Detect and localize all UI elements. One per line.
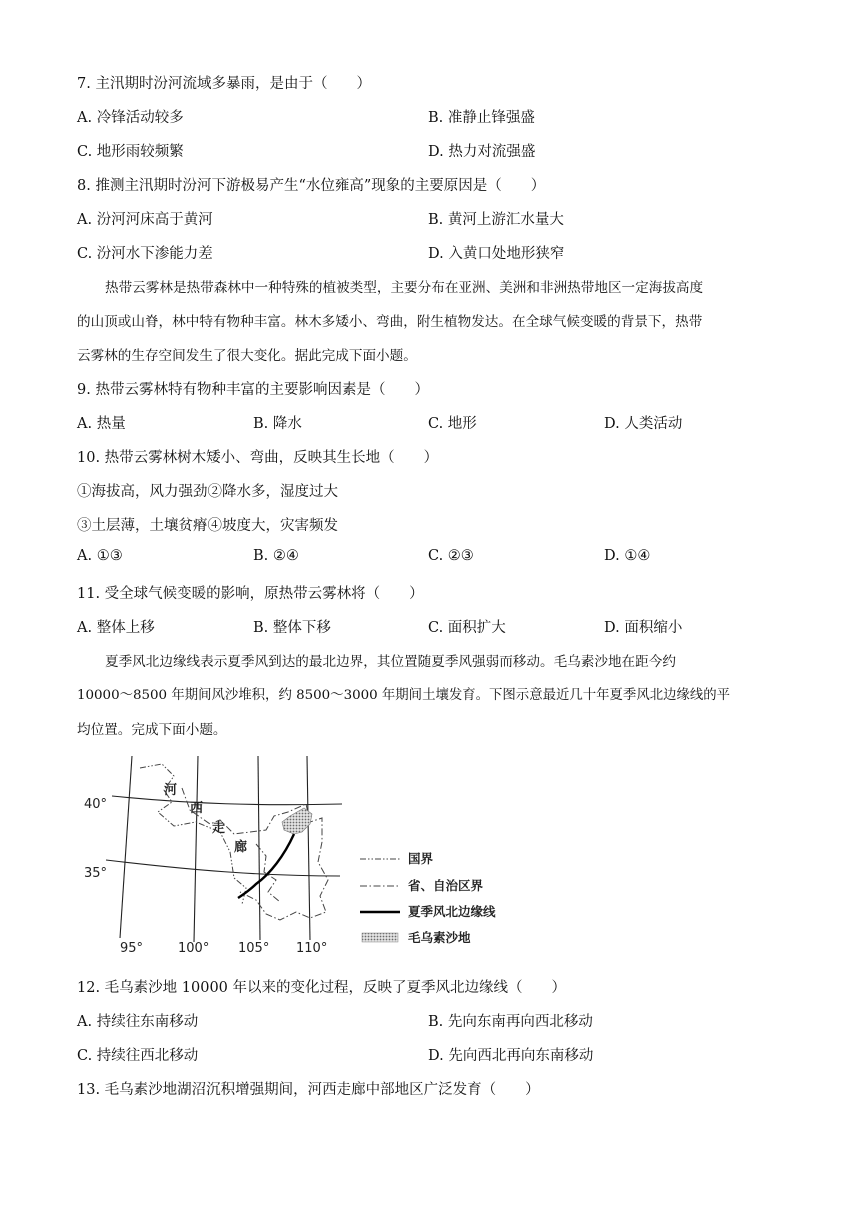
q8-option-a[interactable]: A. 汾河河床高于黄河 (77, 212, 213, 228)
q9-option-a[interactable]: A. 热量 (77, 416, 126, 432)
q12-option-a[interactable]: A. 持续往东南移动 (77, 1014, 199, 1030)
q10-statement-2: ③土层薄，土壤贫瘠④坡度大，灾害频发 (77, 518, 338, 534)
lat-label-40: 40° (84, 797, 108, 812)
q8-option-d[interactable]: D. 入黄口处地形狭窄 (428, 246, 565, 262)
q8-option-b[interactable]: B. 黄河上游汇水量大 (428, 212, 564, 228)
q12-option-c[interactable]: C. 持续往西北移动 (77, 1048, 199, 1064)
longitude-lines (120, 756, 310, 942)
q7-option-d[interactable]: D. 热力对流强盛 (428, 144, 536, 160)
q9-option-d[interactable]: D. 人类活动 (604, 416, 683, 432)
place-char-lang: 廊 (234, 840, 248, 855)
mu-us-sandy-land (282, 808, 312, 834)
legend-monsoon-line-label: 夏季风北边缘线 (408, 904, 496, 919)
q10-statement-1: ①海拔高，风力强劲②降水多，湿度过大 (77, 484, 338, 500)
q9-stem: 9. 热带云雾林特有物种丰富的主要影响因素是（ ） (77, 382, 429, 398)
q7-option-a[interactable]: A. 冷锋活动较多 (77, 110, 184, 126)
summer-monsoon-map (70, 752, 530, 957)
q7-option-c[interactable]: C. 地形雨较频繁 (77, 144, 184, 160)
legend-provincial-border-label: 省、自治区界 (408, 878, 484, 893)
q11-option-a[interactable]: A. 整体上移 (77, 620, 155, 636)
q10-option-c[interactable]: C. ②③ (428, 548, 474, 564)
q12-option-d[interactable]: D. 先向西北再向东南移动 (428, 1048, 594, 1064)
place-char-he: 河 (164, 783, 178, 798)
q13-stem: 13. 毛乌素沙地湖沼沉积增强期间，河西走廊中部地区广泛发育（ ） (77, 1082, 540, 1098)
passage2-line2: 10000～8500 年期间风沙堆积，约 8500～3000 年期间土壤发育。下图示意最近几十年夏季风北边缘线的平 (77, 688, 731, 703)
q11-stem: 11. 受全球气候变暖的影响，原热带云雾林将（ ） (77, 586, 424, 602)
q9-option-b[interactable]: B. 降水 (253, 416, 302, 432)
q7-stem: 7. 主汛期时汾河流域多暴雨，是由于（ ） (77, 76, 371, 92)
lon-label-105: 105° (238, 941, 270, 956)
q11-option-c[interactable]: C. 面积扩大 (428, 620, 506, 636)
lon-label-100: 100° (178, 941, 210, 956)
legend-national-border-label: 国界 (408, 851, 434, 866)
q8-option-c[interactable]: C. 汾河水下渗能力差 (77, 246, 213, 262)
q7-option-b[interactable]: B. 准静止锋强盛 (428, 110, 535, 126)
passage1-line2: 的山顶或山脊，林中特有物种丰富。林木多矮小、弯曲，附生植物发达。在全球气候变暖的背景下，热带 (77, 314, 703, 330)
q10-option-a[interactable]: A. ①③ (77, 548, 123, 564)
q11-option-d[interactable]: D. 面积缩小 (604, 620, 683, 636)
q12-stem: 12. 毛乌素沙地 10000 年以来的变化过程，反映了夏季风北边缘线（ ） (77, 980, 567, 996)
passage2-line1: 夏季风北边缘线表示夏季风到达的最北边界，其位置随夏季风强弱而移动。毛乌素沙地在距今约 (105, 654, 676, 670)
q11-option-b[interactable]: B. 整体下移 (253, 620, 331, 636)
national-border-line (140, 764, 246, 904)
legend-sandy-land-label: 毛乌素沙地 (408, 930, 471, 945)
q10-option-b[interactable]: B. ②④ (253, 548, 299, 564)
q8-stem: 8. 推测主汛期时汾河下游极易产生“水位雍高”现象的主要原因是（ ） (77, 178, 546, 194)
map-legend (360, 851, 496, 945)
q9-option-c[interactable]: C. 地形 (428, 416, 477, 432)
legend-sandy-land-symbol (362, 933, 398, 942)
map-svg (70, 752, 530, 957)
provincial-border-line (182, 788, 328, 920)
lat-label-35: 35° (84, 866, 108, 881)
q10-stem: 10. 热带云雾林树木矮小、弯曲，反映其生长地（ ） (77, 450, 439, 466)
passage1-line3: 云雾林的生存空间发生了很大变化。据此完成下面小题。 (77, 348, 417, 364)
place-char-zou: 走 (212, 821, 226, 836)
passage1-line1: 热带云雾林是热带森林中一种特殊的植被类型，主要分布在亚洲、美洲和非洲热带地区一定海拔高度 (105, 280, 704, 296)
place-char-xi: 西 (190, 801, 204, 816)
lon-label-110: 110° (296, 941, 328, 956)
passage2-line3: 均位置。完成下面小题。 (77, 722, 227, 738)
q12-option-b[interactable]: B. 先向东南再向西北移动 (428, 1014, 593, 1030)
q10-option-d[interactable]: D. ①④ (604, 548, 651, 564)
lon-label-95: 95° (120, 941, 144, 956)
